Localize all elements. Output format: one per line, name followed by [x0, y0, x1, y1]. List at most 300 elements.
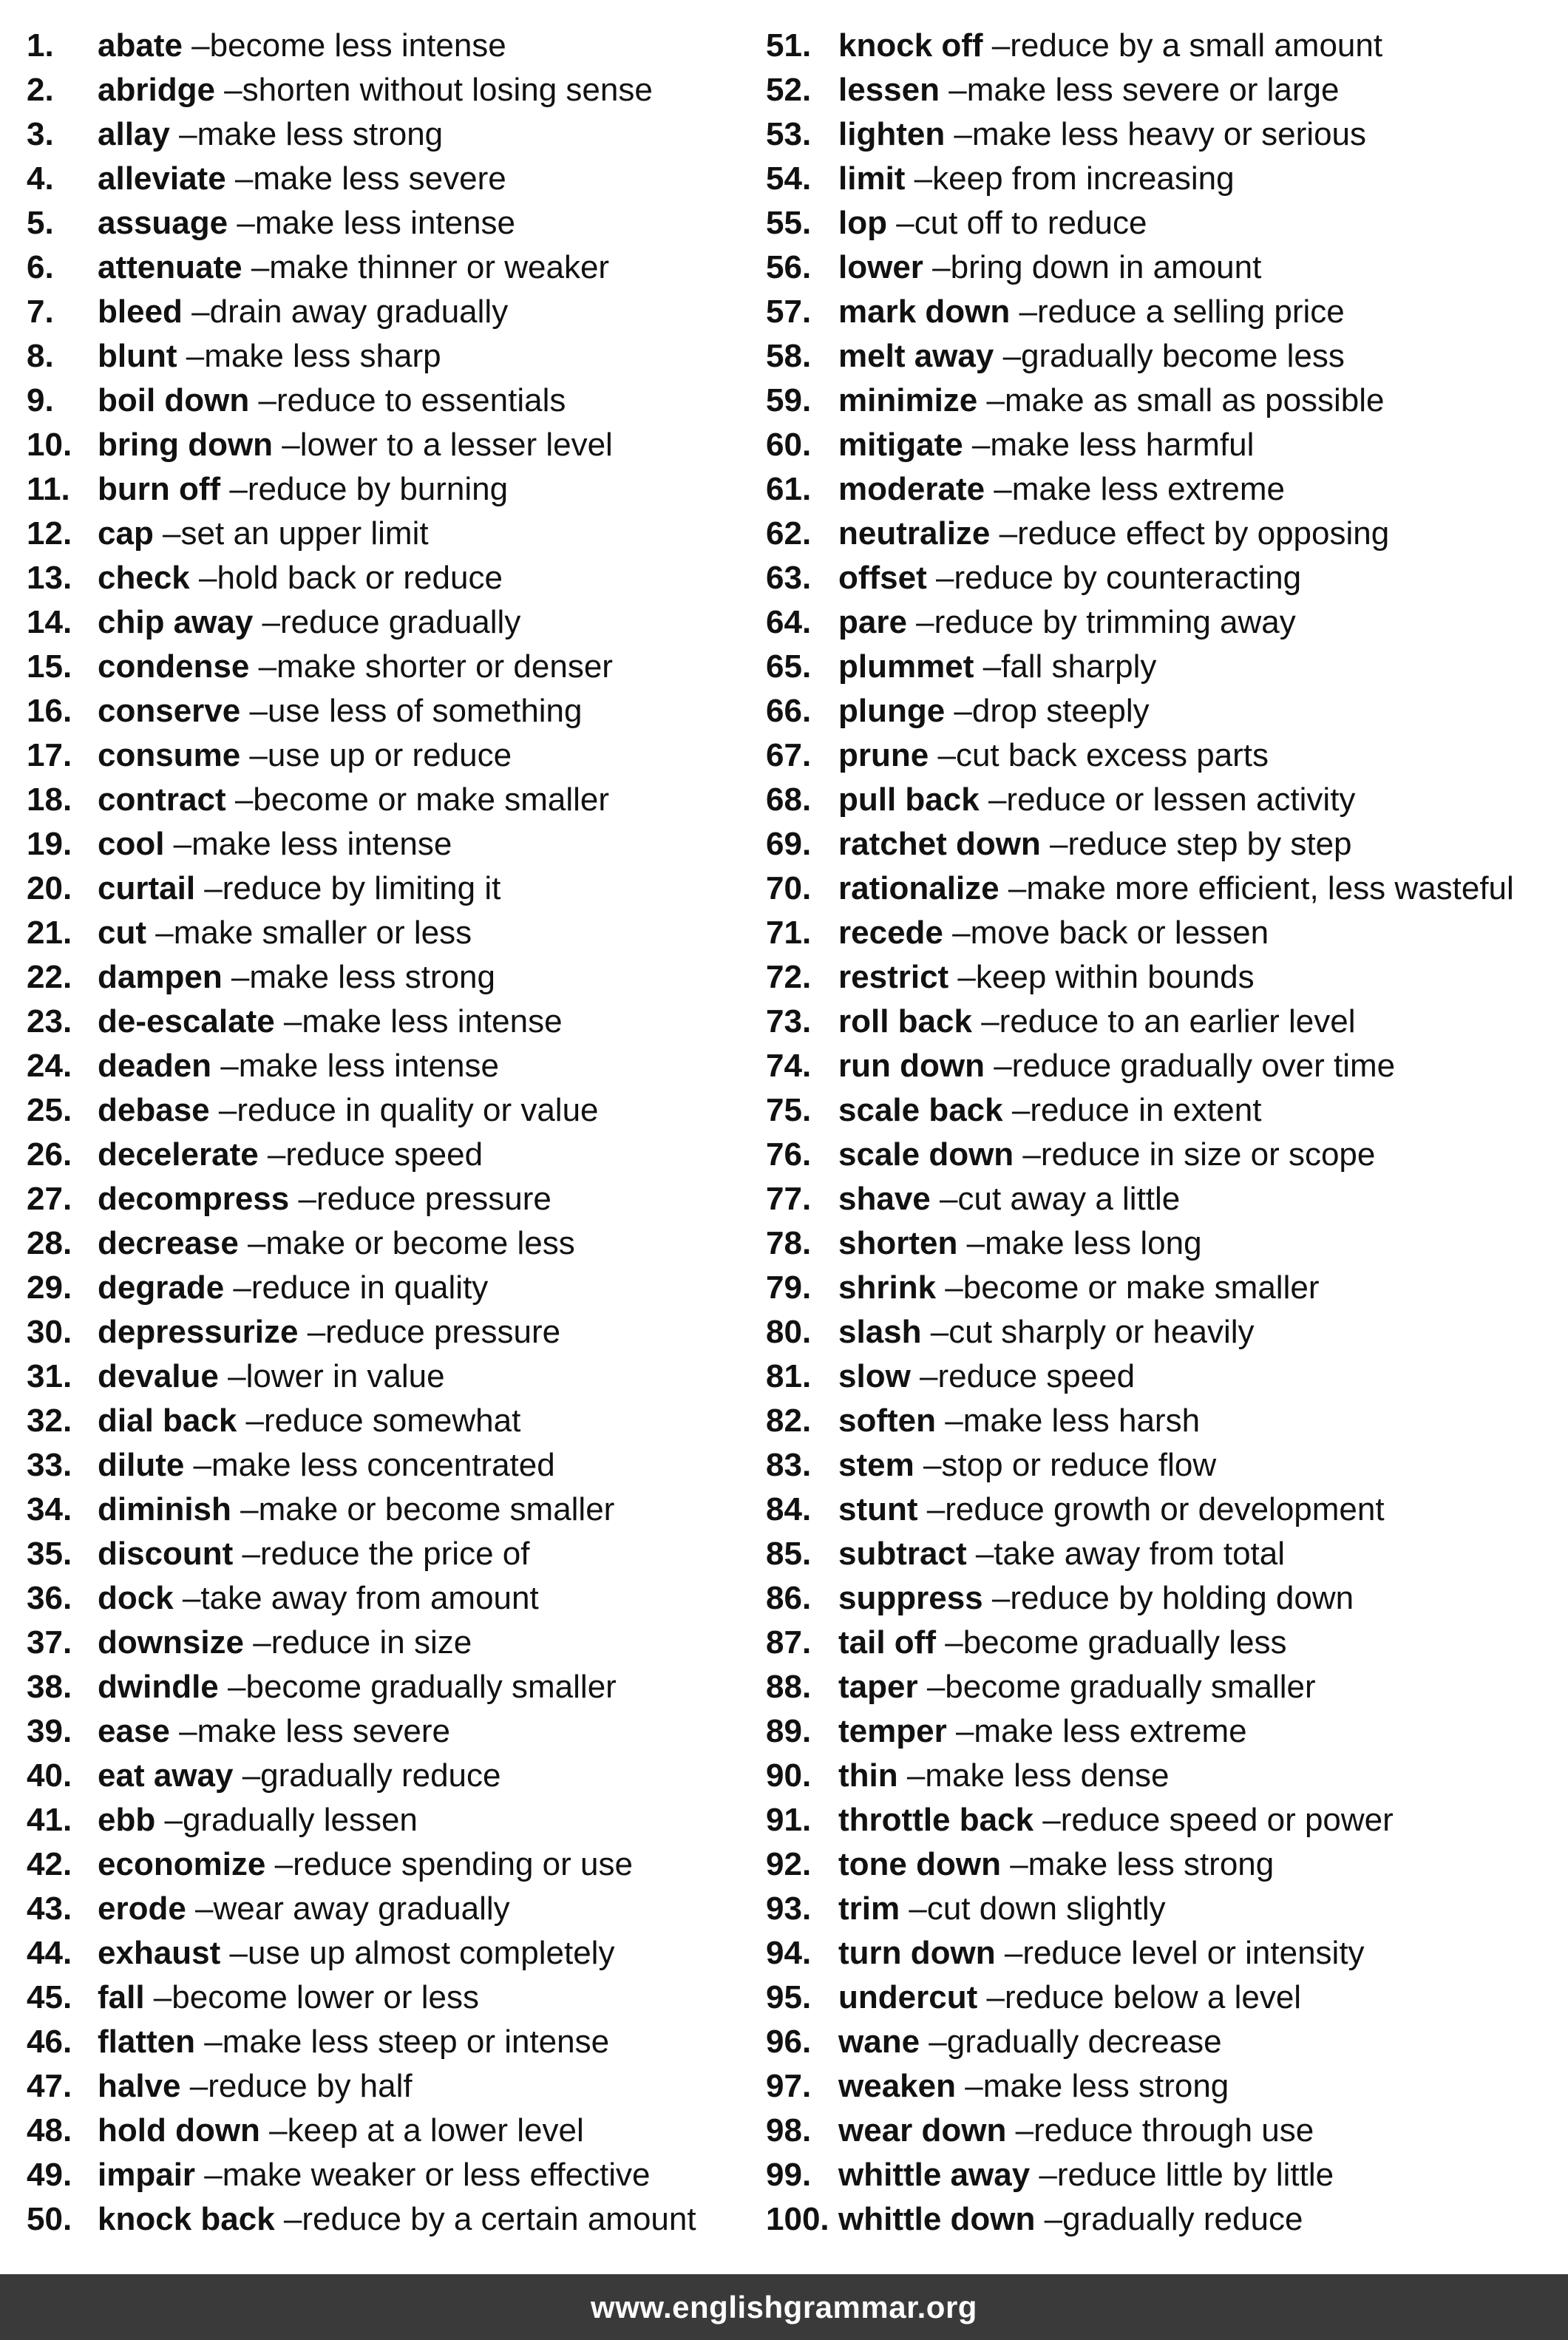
- item-number: 3.: [27, 116, 54, 152]
- item-number: 19.: [27, 826, 72, 862]
- item-word: lower: [838, 249, 923, 285]
- item-number: 14.: [27, 604, 72, 640]
- list-item: [27, 1443, 758, 1488]
- item-definition: – gradually lessen: [155, 1798, 418, 1842]
- item-number: 13.: [27, 560, 72, 596]
- item-number: 21.: [27, 915, 72, 951]
- item-number: 5.: [27, 205, 54, 241]
- item-number: 74.: [766, 1048, 812, 1084]
- item-definition: – make weaker or less effective: [195, 2153, 650, 2197]
- item-definition: – reduce or lessen activity: [980, 778, 1356, 822]
- item-word: erode: [98, 1890, 186, 1927]
- item-number: 78.: [766, 1225, 812, 1261]
- item-word: mitigate: [838, 427, 963, 463]
- item-definition: – use up or reduce: [240, 733, 512, 778]
- item-number: 58.: [766, 338, 812, 374]
- item-word: melt away: [838, 338, 994, 374]
- item-definition: – make less strong: [1001, 1842, 1274, 1887]
- item-definition: – use less of something: [240, 689, 582, 733]
- item-definition: – reduce growth or development: [918, 1488, 1385, 1532]
- item-number: 59.: [766, 382, 812, 418]
- item-word: pull back: [838, 781, 980, 818]
- item-definition: – keep at a lower level: [260, 2109, 584, 2153]
- item-number: 84.: [766, 1491, 812, 1527]
- list-item: [27, 2109, 758, 2153]
- item-word: wear down: [838, 2112, 1007, 2149]
- item-word: prune: [838, 737, 929, 773]
- item-definition: – move back or lessen: [943, 911, 1269, 955]
- item-number: 99.: [766, 2157, 812, 2193]
- item-number: 88.: [766, 1669, 812, 1705]
- item-definition: – shorten without losing sense: [215, 68, 653, 112]
- item-definition: – reduce by holding down: [983, 1576, 1354, 1621]
- item-definition: – make less concentrated: [184, 1443, 554, 1488]
- item-definition: – make less severe or large: [940, 68, 1339, 112]
- item-definition: – make as small as possible: [977, 379, 1384, 423]
- item-number: 39.: [27, 1713, 72, 1749]
- list-item: [766, 1842, 1564, 1887]
- item-number: 33.: [27, 1447, 72, 1483]
- list-item: [766, 24, 1564, 68]
- list-item: [27, 1842, 758, 1887]
- list-item: [27, 2020, 758, 2064]
- item-definition: – reduce to an earlier level: [972, 1000, 1356, 1044]
- item-definition: – reduce by half: [181, 2064, 413, 2109]
- list-item: [766, 512, 1564, 556]
- item-number: 66.: [766, 693, 812, 729]
- item-definition: – make less intense: [275, 1000, 563, 1044]
- item-word: weaken: [838, 2068, 956, 2104]
- item-definition: – reduce by trimming away: [907, 600, 1296, 645]
- list-item: [766, 1665, 1564, 1709]
- list-item: [27, 1088, 758, 1133]
- list-item: [766, 2020, 1564, 2064]
- item-number: 28.: [27, 1225, 72, 1261]
- item-definition: – reduce effect by opposing: [990, 512, 1389, 556]
- item-number: 18.: [27, 781, 72, 818]
- item-definition: – reduce by counteracting: [927, 556, 1301, 600]
- item-definition: – bring down in amount: [923, 245, 1261, 290]
- item-definition: – make less intense: [164, 822, 452, 867]
- item-word: alleviate: [98, 160, 226, 197]
- item-word: subtract: [838, 1536, 967, 1572]
- list-item: [27, 379, 758, 423]
- item-definition: – reduce by burning: [220, 467, 508, 512]
- item-word: throttle back: [838, 1802, 1034, 1838]
- item-definition: – stop or reduce flow: [914, 1443, 1216, 1488]
- item-number: 67.: [766, 737, 812, 773]
- item-number: 70.: [766, 870, 812, 906]
- list-item: [27, 1221, 758, 1266]
- item-number: 81.: [766, 1358, 812, 1394]
- item-definition: – reduce spending or use: [265, 1842, 633, 1887]
- list-item: [27, 600, 758, 645]
- list-item: [766, 867, 1564, 911]
- item-word: offset: [838, 560, 927, 596]
- item-word: slow: [838, 1358, 911, 1394]
- item-definition: – take away from total: [967, 1532, 1285, 1576]
- list-item: [766, 955, 1564, 1000]
- item-number: 64.: [766, 604, 812, 640]
- item-word: lop: [838, 205, 887, 241]
- item-number: 10.: [27, 427, 72, 463]
- item-word: bleed: [98, 294, 183, 330]
- item-number: 8.: [27, 338, 54, 374]
- item-definition: – reduce by a small amount: [983, 24, 1383, 68]
- item-word: plummet: [838, 648, 974, 685]
- item-word: shrink: [838, 1269, 937, 1306]
- item-number: 98.: [766, 2112, 812, 2149]
- item-number: 95.: [766, 1979, 812, 2015]
- item-definition: – make smaller or less: [146, 911, 472, 955]
- item-number: 52.: [766, 72, 812, 108]
- item-word: taper: [838, 1669, 918, 1705]
- item-word: deaden: [98, 1048, 212, 1084]
- item-word: blunt: [98, 338, 177, 374]
- list-item: [27, 733, 758, 778]
- item-word: lighten: [838, 116, 946, 152]
- item-number: 24.: [27, 1048, 72, 1084]
- list-item: [27, 1000, 758, 1044]
- list-item: [766, 600, 1564, 645]
- item-number: 48.: [27, 2112, 72, 2149]
- item-word: cap: [98, 515, 154, 552]
- item-word: decrease: [98, 1225, 239, 1261]
- item-definition: – cut back excess parts: [929, 733, 1269, 778]
- list-item: [27, 2153, 758, 2197]
- item-definition: – reduce in size or scope: [1014, 1133, 1375, 1177]
- item-word: decompress: [98, 1181, 290, 1217]
- list-item: [27, 1798, 758, 1842]
- item-definition: – reduce gradually: [253, 600, 520, 645]
- item-word: dial back: [98, 1403, 237, 1439]
- item-word: abate: [98, 27, 183, 64]
- list-item: [27, 290, 758, 334]
- list-item: [766, 290, 1564, 334]
- list-item: [766, 157, 1564, 201]
- item-word: run down: [838, 1048, 985, 1084]
- item-number: 73.: [766, 1003, 812, 1040]
- item-number: 53.: [766, 116, 812, 152]
- item-number: 31.: [27, 1358, 72, 1394]
- item-definition: – gradually become less: [994, 334, 1345, 379]
- list-item: [27, 1488, 758, 1532]
- item-number: 27.: [27, 1181, 72, 1217]
- list-item: [27, 1399, 758, 1443]
- list-item: [766, 689, 1564, 733]
- item-word: depressurize: [98, 1314, 299, 1350]
- list-item: [766, 1354, 1564, 1399]
- item-word: boil down: [98, 382, 250, 418]
- item-word: turn down: [838, 1935, 996, 1971]
- item-word: cut: [98, 915, 146, 951]
- item-word: de-escalate: [98, 1003, 275, 1040]
- list-item: [766, 1798, 1564, 1842]
- item-definition: – reduce a selling price: [1010, 290, 1345, 334]
- item-definition: – make less extreme: [947, 1709, 1247, 1754]
- item-definition: – make less intense: [211, 1044, 499, 1088]
- item-number: 43.: [27, 1890, 72, 1927]
- list-item: [27, 1665, 758, 1709]
- item-word: moderate: [838, 471, 985, 507]
- list-item: [766, 245, 1564, 290]
- footer-url[interactable]: www.englishgrammar.org: [591, 2289, 977, 2324]
- item-number: 75.: [766, 1092, 812, 1128]
- item-number: 83.: [766, 1447, 812, 1483]
- item-definition: – reduce step by step: [1041, 822, 1352, 867]
- item-number: 96.: [766, 2024, 812, 2060]
- item-word: halve: [98, 2068, 181, 2104]
- item-definition: – reduce pressure: [298, 1310, 560, 1354]
- item-number: 69.: [766, 826, 812, 862]
- item-number: 9.: [27, 382, 54, 418]
- item-word: fall: [98, 1979, 145, 2015]
- item-word: assuage: [98, 205, 228, 241]
- item-word: ease: [98, 1713, 170, 1749]
- item-word: undercut: [838, 1979, 978, 2015]
- item-word: attenuate: [98, 249, 242, 285]
- list-item: [766, 1709, 1564, 1754]
- item-number: 15.: [27, 648, 72, 685]
- item-definition: – make less intense: [228, 201, 515, 245]
- list-item: [27, 911, 758, 955]
- list-item: [27, 867, 758, 911]
- item-number: 4.: [27, 160, 54, 197]
- list-item: [27, 423, 758, 467]
- list-item: [766, 2109, 1564, 2153]
- item-word: stem: [838, 1447, 914, 1483]
- list-item: [766, 1621, 1564, 1665]
- item-number: 91.: [766, 1802, 812, 1838]
- list-item: [27, 556, 758, 600]
- list-item: [27, 201, 758, 245]
- item-word: exhaust: [98, 1935, 221, 1971]
- item-definition: – reduce speed: [259, 1133, 483, 1177]
- item-number: 40.: [27, 1757, 72, 1794]
- item-number: 72.: [766, 959, 812, 995]
- item-word: pare: [838, 604, 907, 640]
- item-number: 20.: [27, 870, 72, 906]
- list-item: [766, 112, 1564, 157]
- list-item: [27, 1931, 758, 1976]
- list-item: [766, 1044, 1564, 1088]
- list-item: [766, 1266, 1564, 1310]
- list-item: [766, 1133, 1564, 1177]
- item-definition: – gradually reduce: [1035, 2197, 1303, 2242]
- item-definition: – make less strong: [956, 2064, 1229, 2109]
- item-number: 71.: [766, 915, 812, 951]
- item-definition: – make less extreme: [985, 467, 1285, 512]
- item-number: 54.: [766, 160, 812, 197]
- item-definition: – become less intense: [183, 24, 506, 68]
- list-item: [766, 1177, 1564, 1221]
- item-definition: – make or become smaller: [231, 1488, 614, 1532]
- item-word: condense: [98, 648, 250, 685]
- item-definition: – make less sharp: [177, 334, 441, 379]
- item-word: knock off: [838, 27, 983, 64]
- item-number: 97.: [766, 2068, 812, 2104]
- item-word: abridge: [98, 72, 215, 108]
- item-number: 92.: [766, 1846, 812, 1882]
- item-word: rationalize: [838, 870, 999, 906]
- item-word: bring down: [98, 427, 274, 463]
- list-item: [766, 1976, 1564, 2020]
- item-number: 2.: [27, 72, 54, 108]
- item-definition: – make less strong: [223, 955, 495, 1000]
- item-definition: – make thinner or weaker: [242, 245, 609, 290]
- item-word: check: [98, 560, 190, 596]
- item-word: temper: [838, 1713, 947, 1749]
- item-definition: – reduce gradually over time: [985, 1044, 1395, 1088]
- list-item: [27, 645, 758, 689]
- item-definition: – become gradually less: [936, 1621, 1287, 1665]
- list-item: [766, 645, 1564, 689]
- list-item: [766, 1399, 1564, 1443]
- item-word: ebb: [98, 1802, 156, 1838]
- item-definition: – gradually decrease: [920, 2020, 1222, 2064]
- list-item: [27, 112, 758, 157]
- item-number: 26.: [27, 1136, 72, 1173]
- list-item: [27, 1754, 758, 1798]
- item-number: 61.: [766, 471, 812, 507]
- item-number: 51.: [766, 27, 812, 64]
- list-item: [27, 1177, 758, 1221]
- item-number: 7.: [27, 294, 54, 330]
- item-definition: – make shorter or denser: [249, 645, 613, 689]
- item-word: soften: [838, 1403, 936, 1439]
- list-item: [27, 1354, 758, 1399]
- item-word: debase: [98, 1092, 210, 1128]
- item-definition: – reduce in extent: [1003, 1088, 1262, 1133]
- item-number: 79.: [766, 1269, 812, 1306]
- item-definition: – hold back or reduce: [190, 556, 503, 600]
- item-word: chip away: [98, 604, 254, 640]
- item-number: 65.: [766, 648, 812, 685]
- item-definition: – drain away gradually: [183, 290, 508, 334]
- item-word: slash: [838, 1314, 922, 1350]
- item-definition: – cut sharply or heavily: [922, 1310, 1255, 1354]
- item-word: flatten: [98, 2024, 195, 2060]
- list-item: [27, 778, 758, 822]
- item-definition: – use up almost completely: [220, 1931, 614, 1976]
- item-number: 11.: [27, 471, 70, 507]
- item-number: 6.: [27, 249, 54, 285]
- list-item: [766, 423, 1564, 467]
- list-item: [766, 1443, 1564, 1488]
- item-word: devalue: [98, 1358, 219, 1394]
- item-word: economize: [98, 1846, 266, 1882]
- item-definition: – reduce by limiting it: [195, 867, 500, 911]
- item-number: 57.: [766, 294, 812, 330]
- item-number: 25.: [27, 1092, 72, 1128]
- item-definition: – reduce little by little: [1030, 2153, 1334, 2197]
- list-item: [27, 822, 758, 867]
- item-word: restrict: [838, 959, 949, 995]
- item-number: 87.: [766, 1624, 812, 1661]
- item-definition: – make less steep or intense: [195, 2020, 609, 2064]
- item-word: trim: [838, 1890, 900, 1927]
- item-number: 16.: [27, 693, 72, 729]
- item-word: curtail: [98, 870, 196, 906]
- list-item: [766, 201, 1564, 245]
- item-word: mark down: [838, 294, 1011, 330]
- item-number: 62.: [766, 515, 812, 552]
- list-item: [766, 2064, 1564, 2109]
- item-definition: – fall sharply: [974, 645, 1156, 689]
- item-definition: – set an upper limit: [154, 512, 429, 556]
- item-word: dock: [98, 1580, 174, 1616]
- list-item: [766, 1310, 1564, 1354]
- item-word: suppress: [838, 1580, 983, 1616]
- item-definition: – make more efficient, less wasteful: [999, 867, 1514, 911]
- item-definition: – make less heavy or serious: [945, 112, 1366, 157]
- list-item: [27, 467, 758, 512]
- item-number: 85.: [766, 1536, 812, 1572]
- item-word: decelerate: [98, 1136, 259, 1173]
- item-word: discount: [98, 1536, 234, 1572]
- item-definition: – reduce in size: [244, 1621, 472, 1665]
- item-word: eat away: [98, 1757, 234, 1794]
- item-word: dilute: [98, 1447, 185, 1483]
- item-definition: – keep from increasing: [905, 157, 1234, 201]
- item-number: 37.: [27, 1624, 72, 1661]
- item-definition: – reduce speed: [911, 1354, 1135, 1399]
- list-item: [766, 1532, 1564, 1576]
- item-number: 89.: [766, 1713, 812, 1749]
- item-word: lessen: [838, 72, 940, 108]
- list-item: [766, 911, 1564, 955]
- item-definition: – make less severe: [226, 157, 506, 201]
- item-number: 68.: [766, 781, 812, 818]
- item-word: knock back: [98, 2201, 275, 2237]
- list-item: [27, 2064, 758, 2109]
- item-word: whittle away: [838, 2157, 1031, 2193]
- item-word: diminish: [98, 1491, 231, 1527]
- item-number: 35.: [27, 1536, 72, 1572]
- item-definition: – cut off to reduce: [887, 201, 1147, 245]
- item-word: whittle down: [838, 2201, 1036, 2237]
- item-definition: – wear away gradually: [186, 1887, 510, 1931]
- item-definition: – drop steeply: [945, 689, 1149, 733]
- item-word: cool: [98, 826, 165, 862]
- item-number: 63.: [766, 560, 812, 596]
- item-definition: – take away from amount: [174, 1576, 539, 1621]
- list-item: [27, 334, 758, 379]
- item-number: 17.: [27, 737, 72, 773]
- list-item: [766, 822, 1564, 867]
- list-item: [27, 68, 758, 112]
- item-number: 45.: [27, 1979, 72, 2015]
- list-item: [27, 1621, 758, 1665]
- list-item: [27, 245, 758, 290]
- list-item: [766, 334, 1564, 379]
- item-word: thin: [838, 1757, 898, 1794]
- item-word: impair: [98, 2157, 196, 2193]
- item-definition: – lower to a lesser level: [273, 423, 613, 467]
- item-number: 82.: [766, 1403, 812, 1439]
- word-list-column-left: [27, 24, 758, 2242]
- item-definition: – become gradually smaller: [918, 1665, 1316, 1709]
- item-definition: – reduce pressure: [289, 1177, 551, 1221]
- list-item: [27, 1976, 758, 2020]
- item-word: shorten: [838, 1225, 958, 1261]
- item-word: stunt: [838, 1491, 918, 1527]
- item-definition: – make less harmful: [963, 423, 1255, 467]
- item-word: wane: [838, 2024, 920, 2060]
- item-word: scale down: [838, 1136, 1014, 1173]
- list-item: [766, 467, 1564, 512]
- item-definition: – become gradually smaller: [219, 1665, 617, 1709]
